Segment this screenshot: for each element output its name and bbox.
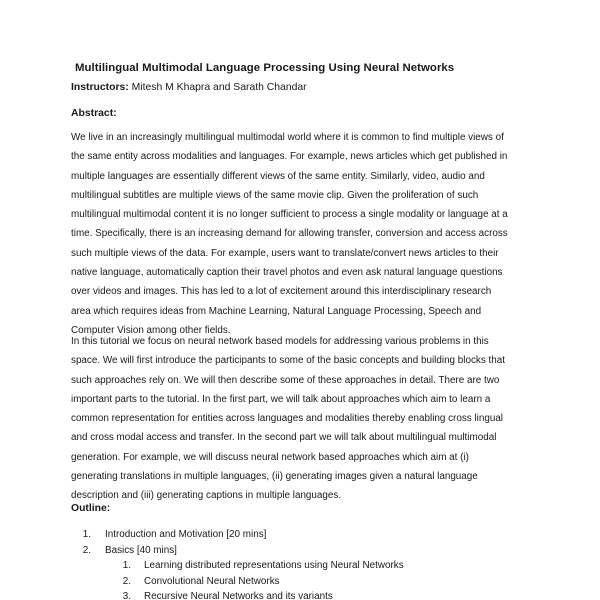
outline-item-text: Introduction and Motivation [20 mins] [105, 529, 267, 540]
outline-item [71, 589, 541, 600]
text-line: and cross modal access and transfer. In the second part we will talk about multilingual multimodal [71, 432, 497, 444]
outline-item-number: 3. [122, 591, 131, 600]
document-title: Multilingual Multimodal Language Processing Using Neural Networks [75, 62, 455, 74]
text-line: area which requires ideas from Machine Learning, Natural Language Processing, Speech and [71, 305, 482, 317]
tutorial-paragraph [71, 332, 533, 506]
text-line: We live in an increasingly multilingual multimodal world where it is common to find multiple views of [71, 132, 504, 143]
text-line: description and (iii) generating captions in multiple languages. [71, 490, 342, 502]
text-line: native language, automatically caption their travel photos and even ask natural language questions [71, 267, 503, 279]
text-line: multiple languages are essentially different views of the same entity. Similarly, video, audio and [71, 170, 485, 182]
outline-item-number: 1. [122, 560, 131, 571]
text-line: In this tutorial we focus on neural network based models for addressing various problems in this [71, 336, 489, 347]
instructors-label: Instructors: [71, 82, 129, 93]
outline-heading: Outline: [71, 503, 111, 514]
text-line: generation. For example, we will discuss neural network based approaches which aim at (i) [71, 451, 469, 463]
outline-list [71, 527, 541, 600]
text-line: generating translations in multiple languages, (ii) generating images given a natural language [71, 471, 478, 483]
text-line: over videos and images. This has led to a lot of excitement around this interdisciplinary research [71, 286, 492, 298]
instructors-value: Mitesh M Khapra and Sarath Chandar [128, 82, 307, 93]
outline-item-number: 1. [82, 529, 91, 540]
outline-item [71, 527, 541, 543]
outline-item [71, 543, 541, 559]
text-line: the same entity across modalities and languages. For example, news articles which get published in [71, 151, 508, 163]
abstract-heading: Abstract: [71, 108, 117, 119]
instructors-line [71, 82, 307, 93]
text-line: such multiple views of the data. For example, users want to translate/convert news articles to their [71, 247, 499, 259]
abstract-paragraph [71, 128, 533, 340]
outline-item-number: 2. [82, 544, 91, 556]
text-line: Computer Vision among other fields. [71, 324, 231, 336]
outline-item [71, 574, 541, 590]
outline-item-number: 2. [122, 575, 131, 587]
text-line: important parts to the tutorial. In the first part, we will talk about approaches which aim to learn a [71, 393, 491, 405]
outline-item-text: Basics [40 mins] [105, 544, 177, 556]
outline-item-text: Learning distributed representations using Neural Networks [144, 560, 404, 571]
outline-item-text: Convolutional Neural Networks [144, 575, 280, 587]
text-line: common representation for entities across languages and modalities thereby enabling cross lingual [71, 413, 504, 425]
text-line: such approaches rely on. We will then describe some of these approaches in detail. There are two [71, 374, 500, 386]
text-line: multilingual subtitles are multiple views of the same movie clip. Given the proliferation of such [71, 189, 479, 201]
text-line: space. We will first introduce the participants to some of the basic concepts and building blocks that [71, 355, 505, 367]
text-line: multilingual multimodal content it is no longer sufficient to process a single modality or language at a [71, 209, 508, 221]
text-line: time. Specifically, there is an increasing demand for allowing transfer, conversion and access across [71, 228, 508, 240]
outline-item [71, 558, 541, 574]
outline-item-text: Recursive Neural Networks and its variants [144, 591, 333, 600]
